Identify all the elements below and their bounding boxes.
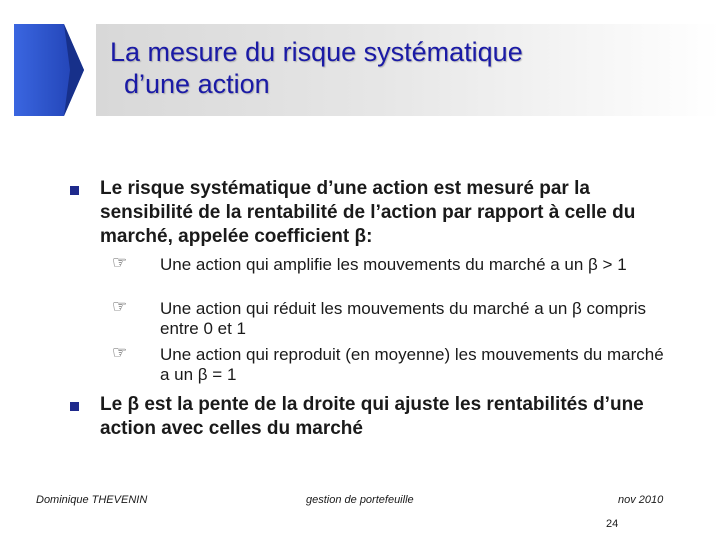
title-line-2: d’une action xyxy=(124,69,270,99)
subbullet-1-text: Une action qui amplifie les mouvements du marché a un β > 1 xyxy=(160,255,627,274)
bullet-2-text: Le β est la pente de la droite qui ajuste les rentabilités d’une action avec celles du marché xyxy=(100,394,644,439)
page-number: 24 xyxy=(606,518,619,530)
slide-title xyxy=(110,36,523,100)
title-line-1: La mesure du risque systématique xyxy=(110,37,523,67)
subbullet-3-text: Une action qui reproduit (en moyenne) les mouvements du marché a un β = 1 xyxy=(160,345,664,384)
footer-author: Dominique THEVENIN xyxy=(36,494,148,506)
pointing-hand-icon: ☞ xyxy=(112,343,128,362)
footer-subject: gestion de portefeuille xyxy=(306,494,414,506)
chevron-right-icon xyxy=(12,22,86,118)
subbullet-2-text: Une action qui réduit les mouvements du marché a un β compris entre 0 et 1 xyxy=(160,299,647,338)
square-bullet-icon xyxy=(70,186,79,195)
bullet-1-text: Le risque systématique d’une action est mesuré par la sensibilité de la rentabilité de l’action par rapport à celle du marché, appelée coefficient β: xyxy=(100,178,636,247)
footer-date: nov 2010 xyxy=(618,494,664,506)
square-bullet-icon xyxy=(70,402,79,411)
pointing-hand-icon: ☞ xyxy=(112,297,128,316)
pointing-hand-icon: ☞ xyxy=(112,253,128,272)
